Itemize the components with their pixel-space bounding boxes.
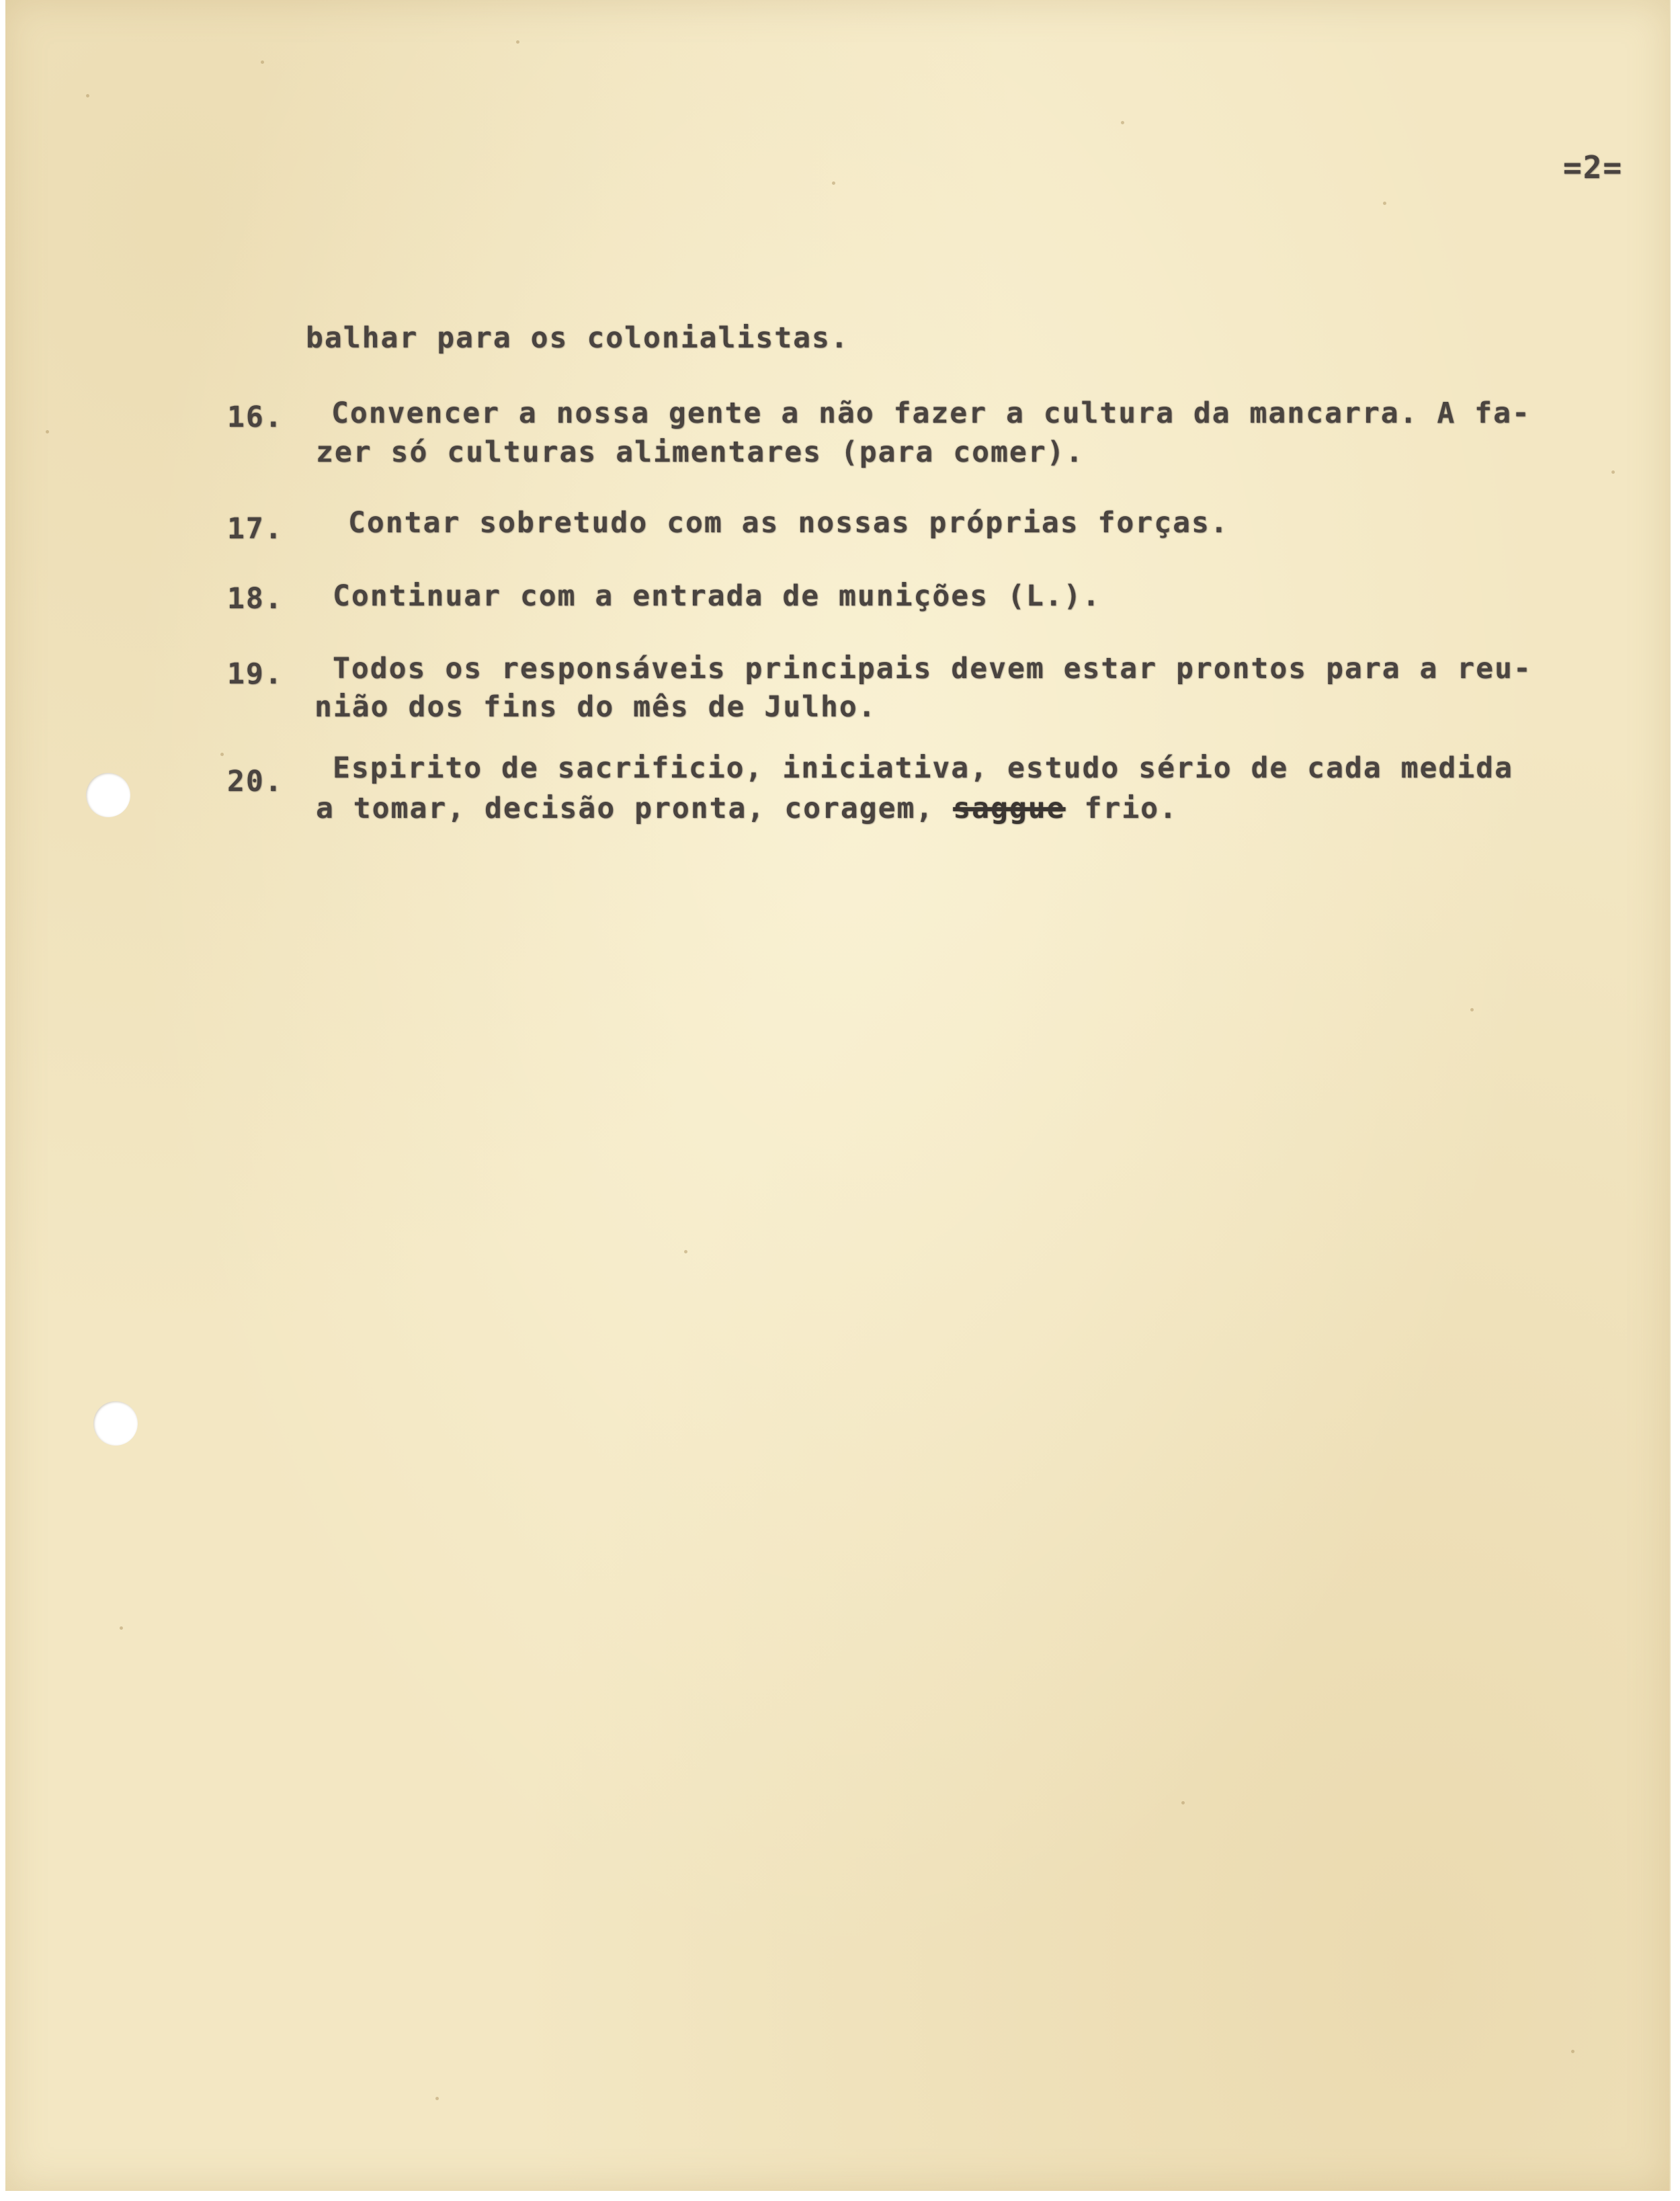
paper-speck: [120, 1626, 123, 1630]
item-18-line-1: Continuar com a entrada de munições (L.).: [333, 579, 1101, 613]
punch-hole: [93, 1401, 138, 1446]
item-20-number: 20.: [227, 765, 284, 798]
punch-hole: [86, 773, 130, 817]
document-page: [5, 0, 1671, 2191]
item-19-line-1: Todos os responsáveis principais devem estar prontos para a reu-: [333, 652, 1532, 686]
paper-speck: [1571, 2050, 1574, 2053]
paper-speck: [1470, 1008, 1474, 1011]
item-18-number: 18.: [227, 582, 284, 616]
item-17-number: 17.: [227, 512, 284, 546]
paper-speck: [832, 181, 835, 185]
paper-speck: [261, 60, 264, 64]
item-17-line-1: Contar sobretudo com as nossas próprias forças.: [348, 506, 1229, 540]
paper-speck: [46, 430, 49, 433]
item-16-line-1: Convencer a nossa gente a não fazer a cultura da mancarra. A fa-: [331, 397, 1531, 430]
item-19-line-2: nião dos fins do mês de Julho.: [314, 690, 877, 724]
item-16-line-2: zer só culturas alimentares (para comer).: [316, 435, 1085, 469]
paper-speck: [1611, 470, 1615, 474]
page-number: =2=: [1563, 149, 1624, 185]
struck-word: saggue: [953, 792, 1066, 825]
item-20-line-2-text: a tomar, decisão pronta, coragem,: [316, 792, 935, 825]
paper-speck: [86, 94, 89, 97]
paper-speck: [435, 2097, 439, 2100]
item-16-number: 16.: [227, 401, 284, 434]
paper-speck: [1121, 121, 1124, 124]
paper-speck: [220, 753, 224, 756]
paper-speck: [684, 1250, 687, 1253]
paper-speck: [516, 40, 519, 44]
item-20-line-1: Espirito de sacrificio, iniciativa, estudo sério de cada medida: [333, 751, 1513, 785]
continuation-line: balhar para os colonialistas.: [306, 321, 849, 355]
item-20-line-2: [316, 792, 1178, 825]
item-19-number: 19.: [227, 657, 284, 691]
paper-speck: [1181, 1801, 1185, 1804]
item-20-line-2-end: frio.: [1084, 792, 1178, 825]
paper-speck: [1383, 202, 1386, 205]
